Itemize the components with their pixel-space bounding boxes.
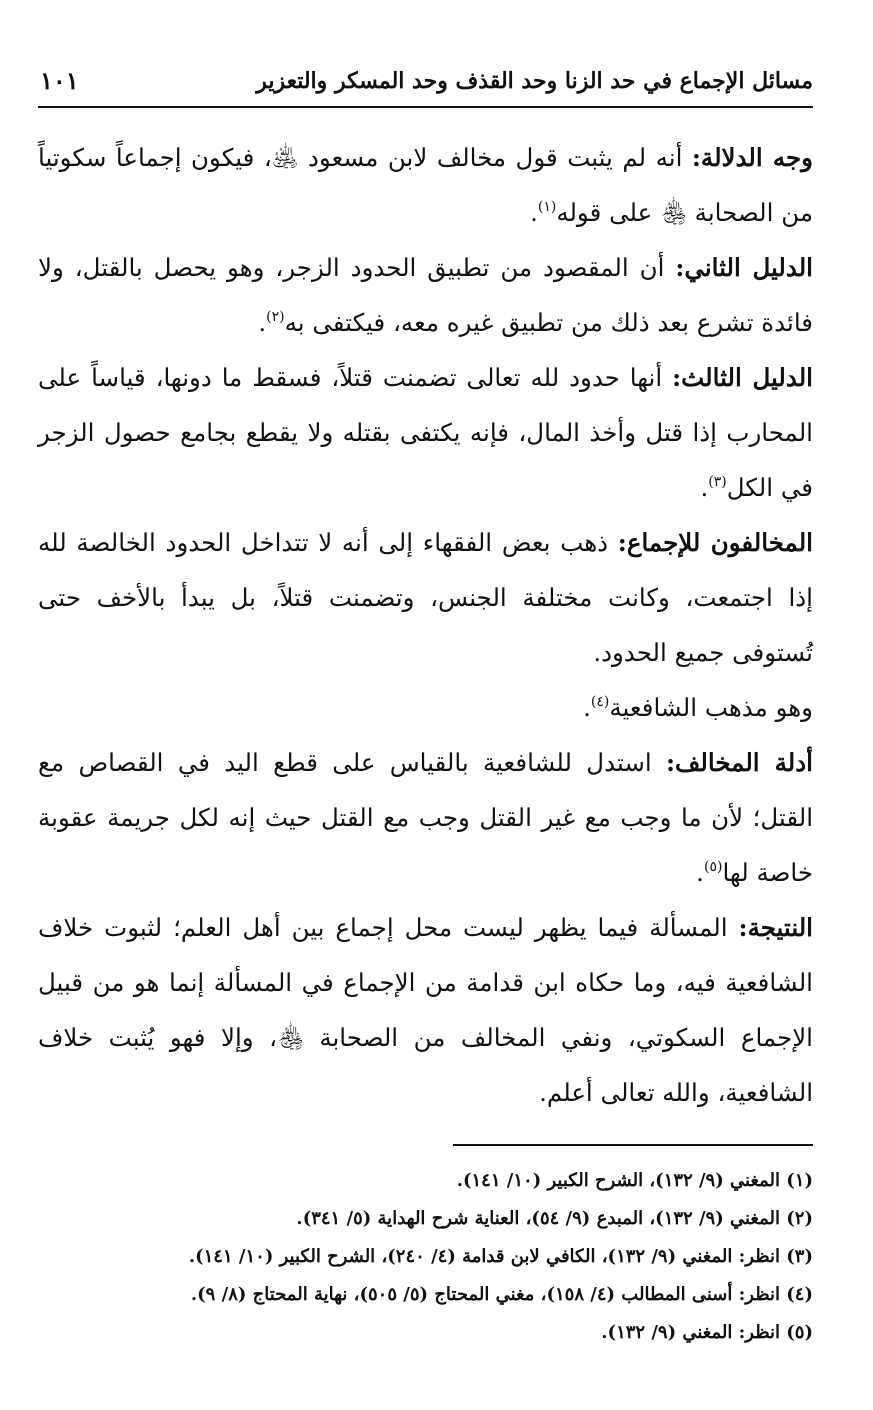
paragraph-text: أنها حدود لله تعالى تضمنت قتلاً، فسقط ما دونها، قياساً على المحارب إذا قتل وأخذ المال، فإنه يكتفى بقتله ولا يقطع بجامع حصول الزجر في الكل [38, 363, 813, 502]
body-text [38, 130, 813, 1120]
paragraph-dissenter-evidence [38, 735, 813, 900]
paragraph-text: المسألة فيما يظهر ليست محل إجماع بين أهل العلم؛ لثبوت خلاف الشافعية فيه، وما حكاه ابن قدامة من الإجماع في المسألة إنما هو من قبيل الإجماع السكوتي، ونفي المخالف من الصحابة ﵃، وإلا فهو يُثبت خلاف الشافعية، والله تعالى أعلم. [38, 913, 813, 1107]
page-header [38, 60, 813, 108]
footnote-item: (٣) انظر: المغني (٩/ ١٣٢)، الكافي لابن قدامة (٤/ ٢٤٠)، الشرح الكبير (١٠/ ١٤١). [188, 1246, 813, 1267]
paragraph-lead-term: أدلة المخالف: [666, 748, 813, 777]
paragraph-tail: . [258, 308, 267, 337]
paragraph-text: ذهب بعض الفقهاء إلى أنه لا تتداخل الحدود الخالصة لله إذا اجتمعت، وكانت مختلفة الجنس، وتضمنت قتلاً، بل يبدأ بالأخف حتى تُستوفى جميع الحدود. [38, 528, 813, 667]
paragraph-tail: . [530, 198, 538, 227]
footnotes [38, 1162, 813, 1352]
running-title: مسائل الإجماع في حد الزنا وحد القذف وحد المسكر والتعزير [256, 68, 813, 94]
paragraph-second-evidence [38, 240, 813, 350]
page-number: ١٠١ [40, 66, 79, 95]
paragraph-text: أن المقصود من تطبيق الحدود الزجر، وهو يحصل بالقتل، ولا فائدة تشرع بعد ذلك من تطبيق غيره معه، فيكتفى به [38, 253, 813, 337]
paragraph-tail: . [696, 858, 704, 887]
paragraph-third-evidence [38, 350, 813, 515]
header-rule [38, 106, 813, 108]
paragraph-tail: . [700, 473, 709, 502]
paragraph-conclusion [38, 900, 813, 1120]
paragraph-wajh-al-dalala [38, 130, 813, 240]
paragraph-lead-term: الدليل الثاني: [675, 253, 813, 282]
footnote-marker: (٤) [590, 694, 610, 710]
paragraph-text: وهو مذهب الشافعية [609, 693, 813, 722]
paragraph-lead-term: النتيجة: [738, 913, 813, 942]
paragraph-lead-term: وجه الدلالة: [691, 143, 813, 172]
footnote-marker: (٣) [708, 474, 727, 490]
book-page [38, 60, 813, 1352]
footnote-item: (٤) انظر: أسنى المطالب (٤/ ١٥٨)، مغني المحتاج (٥/ ٥٠٥)، نهاية المحتاج (٨/ ٩). [190, 1284, 813, 1305]
paragraph-shafii-view [38, 680, 813, 735]
footnote-marker: (١) [537, 199, 557, 215]
footnote-marker: (٥) [703, 859, 723, 875]
paragraph-lead-term: المخالفون للإجماع: [617, 528, 813, 557]
paragraph-dissenters [38, 515, 813, 680]
footnote-marker: (٢) [266, 309, 285, 325]
footnote-item: (١) المغني (٩/ ١٣٢)، الشرح الكبير (١٠/ ١٤١). [456, 1170, 813, 1191]
footnote-item: (٥) انظر: المغني (٩/ ١٣٢). [601, 1322, 813, 1343]
paragraph-lead-term: الدليل الثالث: [672, 363, 813, 392]
paragraph-text: استدل للشافعية بالقياس على قطع اليد في القصاص مع القتل؛ لأن ما وجب مع غير القتل وجب مع القتل حيث إنه لكل جريمة عقوبة خاصة لها [38, 748, 813, 887]
paragraph-text: أنه لم يثبت قول مخالف لابن مسعود ﵁، فيكون إجماعاً سكوتياً من الصحابة ﵃ على قوله [38, 143, 813, 227]
paragraph-tail: . [583, 693, 591, 722]
footnote-item: (٢) المغني (٩/ ١٣٢)، المبدع (٩/ ٥٤)، العناية شرح الهداية (٥/ ٣٤١). [296, 1208, 813, 1229]
footnote-separator [453, 1144, 813, 1146]
